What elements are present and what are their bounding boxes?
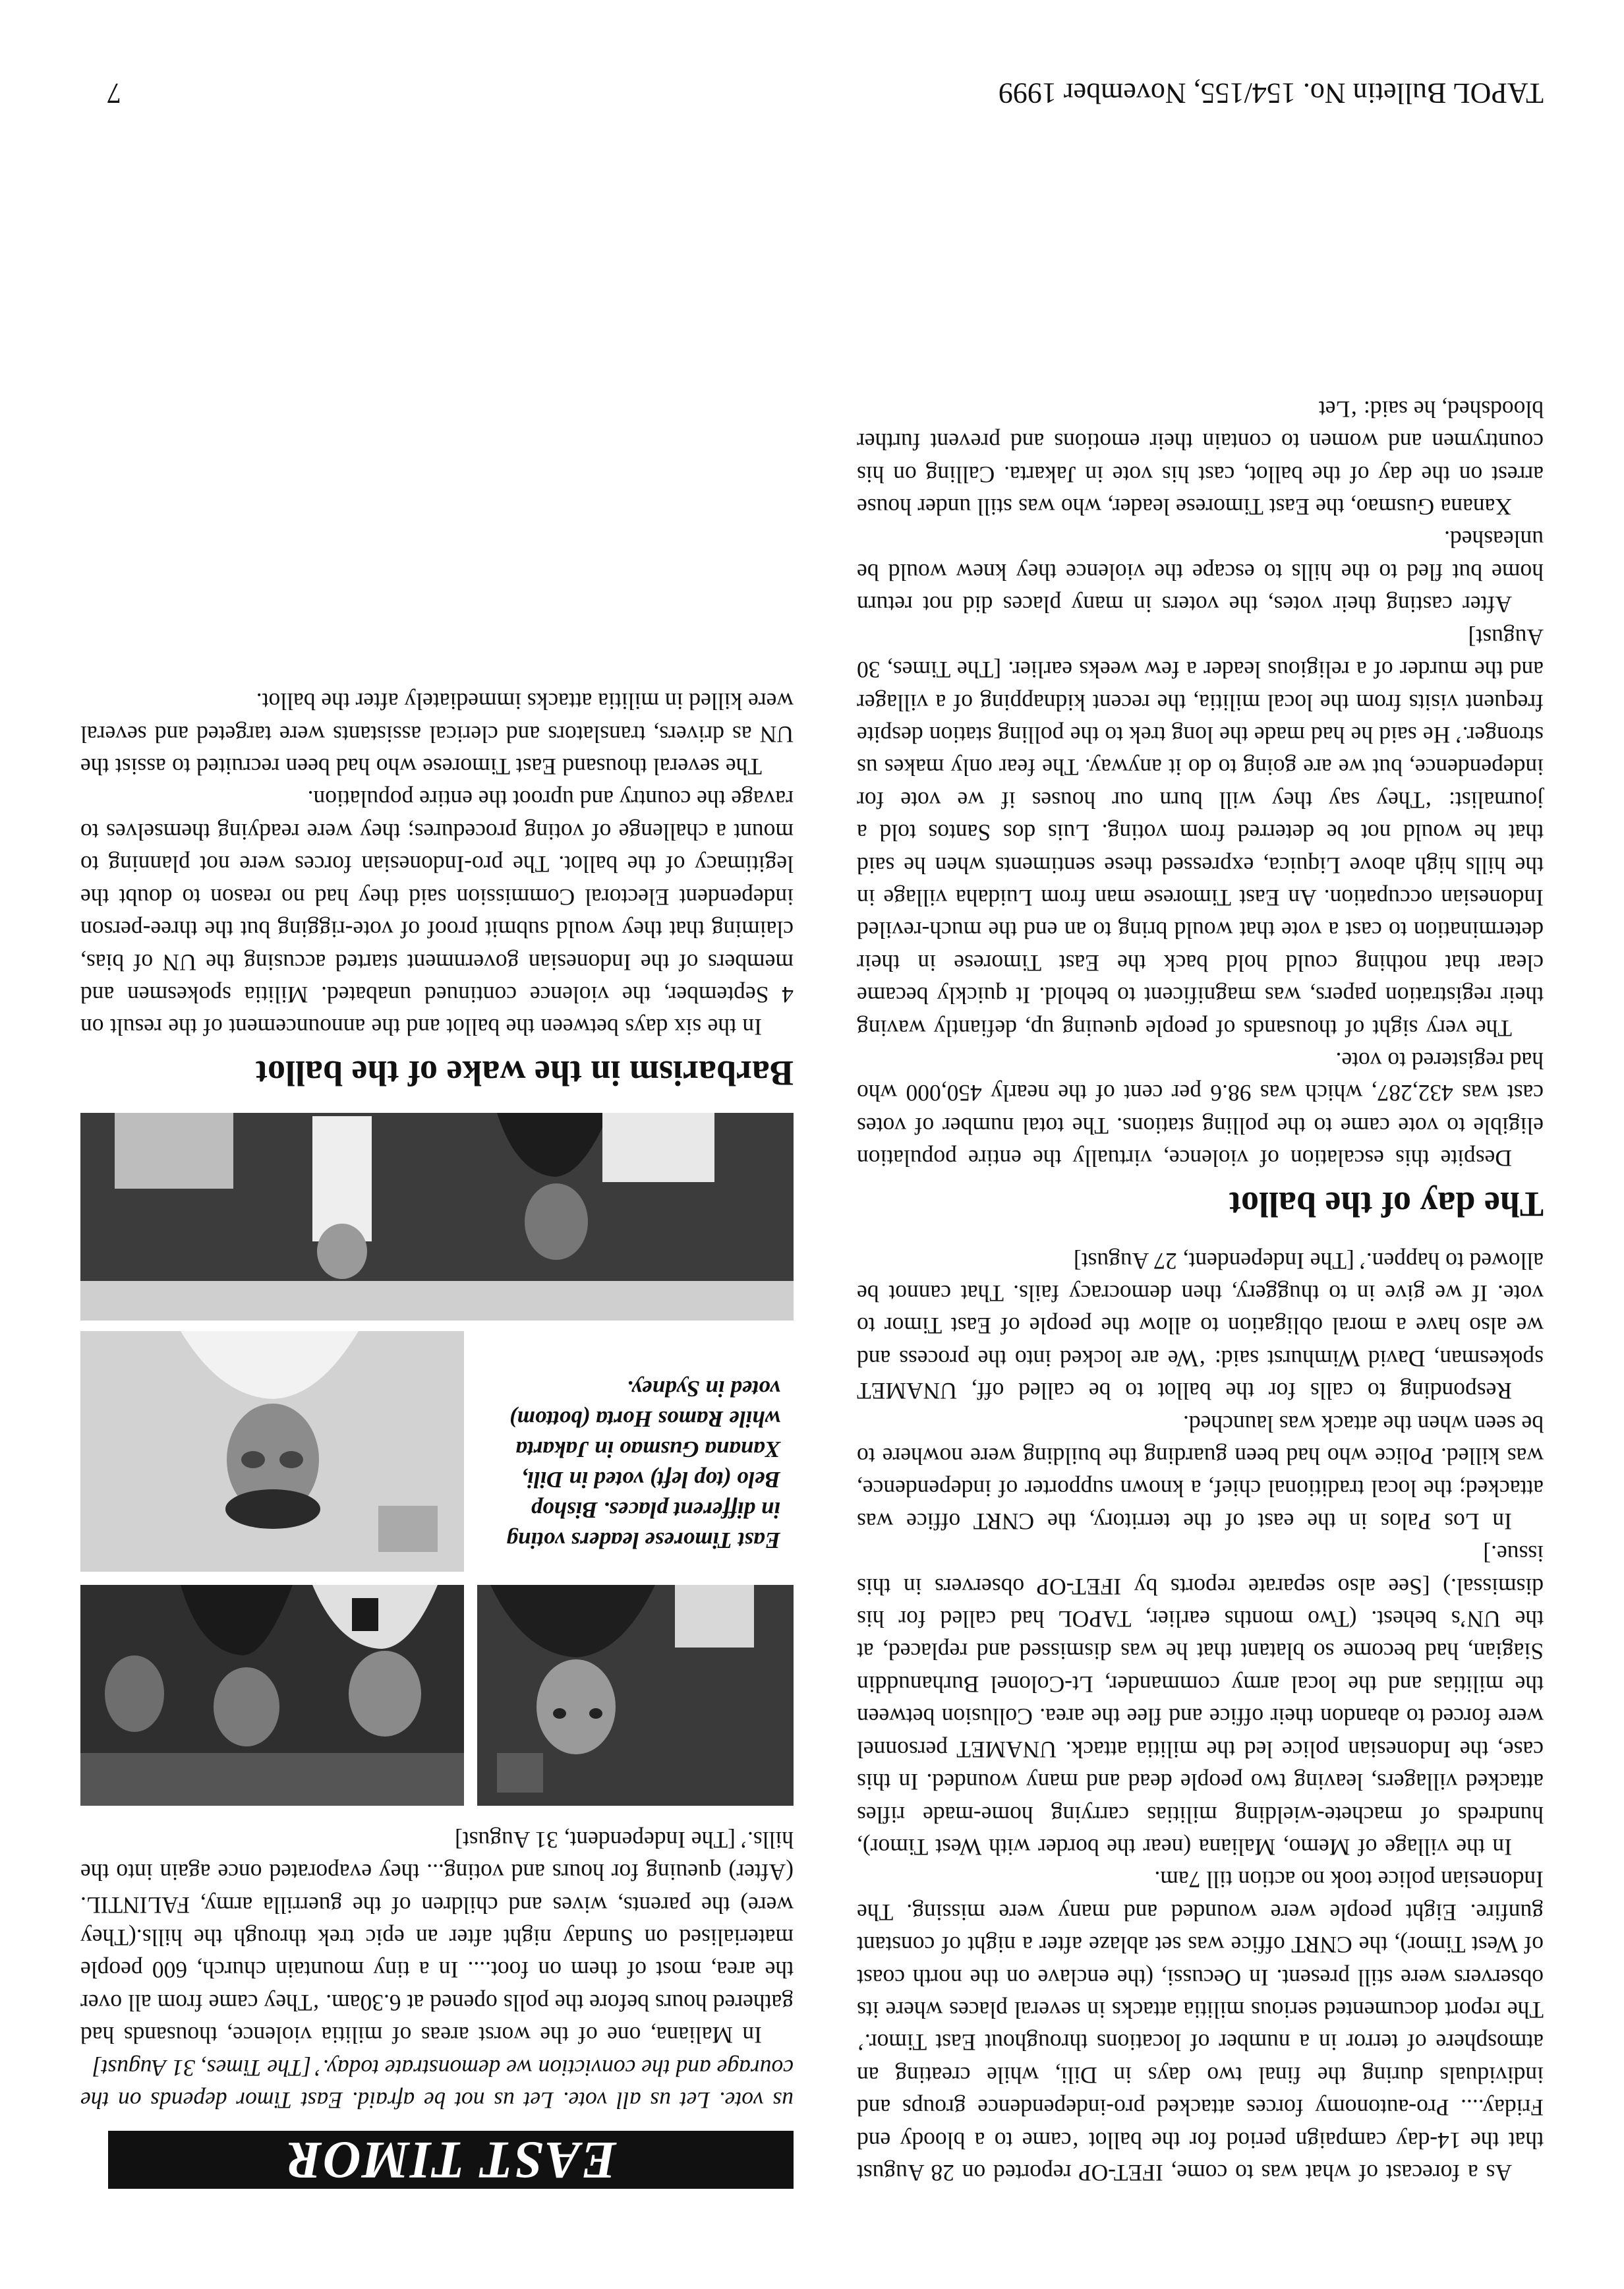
paragraph: In Los Palos in the east of the territory, the CNRT office was attacked; the local traditional chief, a known supporter of independence, was killed. Police who had been guarding the building were nowhere to be seen when the attack was launched. bbox=[857, 1410, 1544, 1535]
photo-caption: East Timorese leaders voting in different places. Bishop Belo (top left) voted in Dili, Xanana Gusmao in Jakarta while Ramos Horta (bottom) voted in Sydney. bbox=[506, 1376, 780, 1554]
column-right bbox=[80, 685, 794, 2189]
photo-xanana-gusmao bbox=[80, 1585, 464, 1806]
column-left bbox=[857, 392, 1544, 2189]
paragraph: In the six days between the ballot and the announcement of the result on 4 September, the violence continued unabated. Militia spokesmen and members of the Indonesian government started accusing the UN of bias, claiming that they would submit proof of vote-rigging but the three-person independent Electoral Commission said they had no reason to doubt the legitimacy of the ballot. The pro-Indonesian forces were not planning to mount a challenge of voting procedures; they were readying themselves to ravage the country and uproot the entire population. bbox=[80, 786, 794, 1041]
paragraph: Xanana Gusmao, the East Timorese leader, who was still under house arrest on the day of the ballot, cast his vote in Jakarta. Calling on his countrymen and women to contain their emotions and prevent further bloodshed, he said: ‘Let bbox=[857, 396, 1544, 521]
page-number: 7 bbox=[107, 77, 121, 109]
photo-ramos-horta bbox=[80, 1331, 464, 1572]
section-heading: Barbarism in the wake of the ballot bbox=[256, 1054, 794, 1094]
paragraph: In Maliana, one of the worst areas of militia violence, thousands had gathered hours before the polls opened at 6.30am. ‘They came from all over the area, most of them on foot.... In a tiny mountain church, 600 people materialised on Sunday night after an epic trek through the hills.(They were) the parents, wives and children of the guerrilla army, FALINTIL. (After) queuing for hours and voting... they evaporated once again into the hills.’ [The Independent, 31 August] bbox=[80, 1826, 794, 2049]
paragraph: The very sight of thousands of people queuing up, defiantly waving their registration papers, was magnificent to behold. It quickly became clear that nothing could hold back the East Timorese in their determination to cast a vote that would bring to an end the much-reviled Indonesian occupation. An East Timorese man from Luidaha village in the hills high above Liquica, expressed these sentiments when he said that he would not be deterred from voting. Luis dos Santos told a journalist: ‘They say they will burn our houses if we vote for independence, but we are going to do it anyway. The fear only makes us stronger.’ He said he had made the long trek to the polling station despite frequent visits from the local militia, the recent kidnapping of a villager and the murder of a religious leader a few weeks earlier. [The Times, 30 August] bbox=[857, 624, 1544, 1042]
photo-group bbox=[80, 1331, 794, 1806]
paragraph: Despite this escalation of violence, virtually the entire population eligible to vote came to the polling stations. The total number of votes cast was 432,287, which was 98.6 per cent of the nearly 450,000 who had registered to vote. bbox=[857, 1048, 1544, 1172]
paragraph: In the village of Memo, Maliana (near the border with West Timor), hundreds of machete-wielding militias carrying home-made rifles attacked villagers, leaving two people dead and many wounded. In this case, the Indonesian police led the militia attack. UNAMET personnel were forced to abandon their office and flee the area. Collusion between the militias and the local army commander, Lt-Colonel Burhanuddin Siagian, had become so blatant that he was dismissed and replaced, at the UN’s behest. (Two months earlier, TAPOL had called for his dismissal.) [See also separate reports by IFET-OP observers in this issue.] bbox=[857, 1541, 1544, 1860]
paragraph: As a forecast of what was to come, IFET-OP reported on 28 August that the 14-day campaign period for the ballot ‘came to a bloody end Friday.... Pro-autonomy forces attacked pro-independence groups and individuals during the final two days in Dili, while creating an atmosphere of terror in a number of locations throughout East Timor.’ The report documented serious militia attacks in several places where its observers were still present. In Oecussi, (the enclave on the north coast of West Timor), the CNRT office was set ablaze after a night of constant gunfire. Eight people were wounded and many were missing. The Indonesian police took no action till 7am. bbox=[857, 1866, 1544, 2186]
photo-bishop-belo bbox=[477, 1585, 794, 1806]
paragraph: The several thousand East Timorese who had been recruited to assist the UN as drivers, translators and clerical assistants were targeted and several were killed in militia attacks immediately after the ballot. bbox=[80, 688, 794, 781]
section-banner: EAST TIMOR bbox=[108, 2131, 794, 2189]
photo-polling-station bbox=[80, 1113, 794, 1321]
section-heading: The day of the ballot bbox=[1229, 1185, 1544, 1225]
publication-info: TAPOL Bulletin No. 154/155, November 1999 bbox=[998, 77, 1544, 109]
paragraph: us vote. Let us all vote. Let us not be afraid. East Timor depends on the courage and the conviction we demonstrate today.’ [The Times, 31 August] bbox=[80, 2054, 794, 2114]
paragraph: After casting their votes, the voters in many places did not return home but fled to the hills to escape the violence they knew would be unleashed. bbox=[857, 526, 1544, 618]
paragraph: Responding to calls for the ballot to be called off, UNAMET spokesman, David Wimhurst said: ‘We are locked into the process and we also have a moral obligation to allow the people of East Timor to vote. If we give in to thuggery, then democracy fails. That cannot be allowed to happen.’ [The Independent, 27 August] bbox=[857, 1247, 1544, 1405]
